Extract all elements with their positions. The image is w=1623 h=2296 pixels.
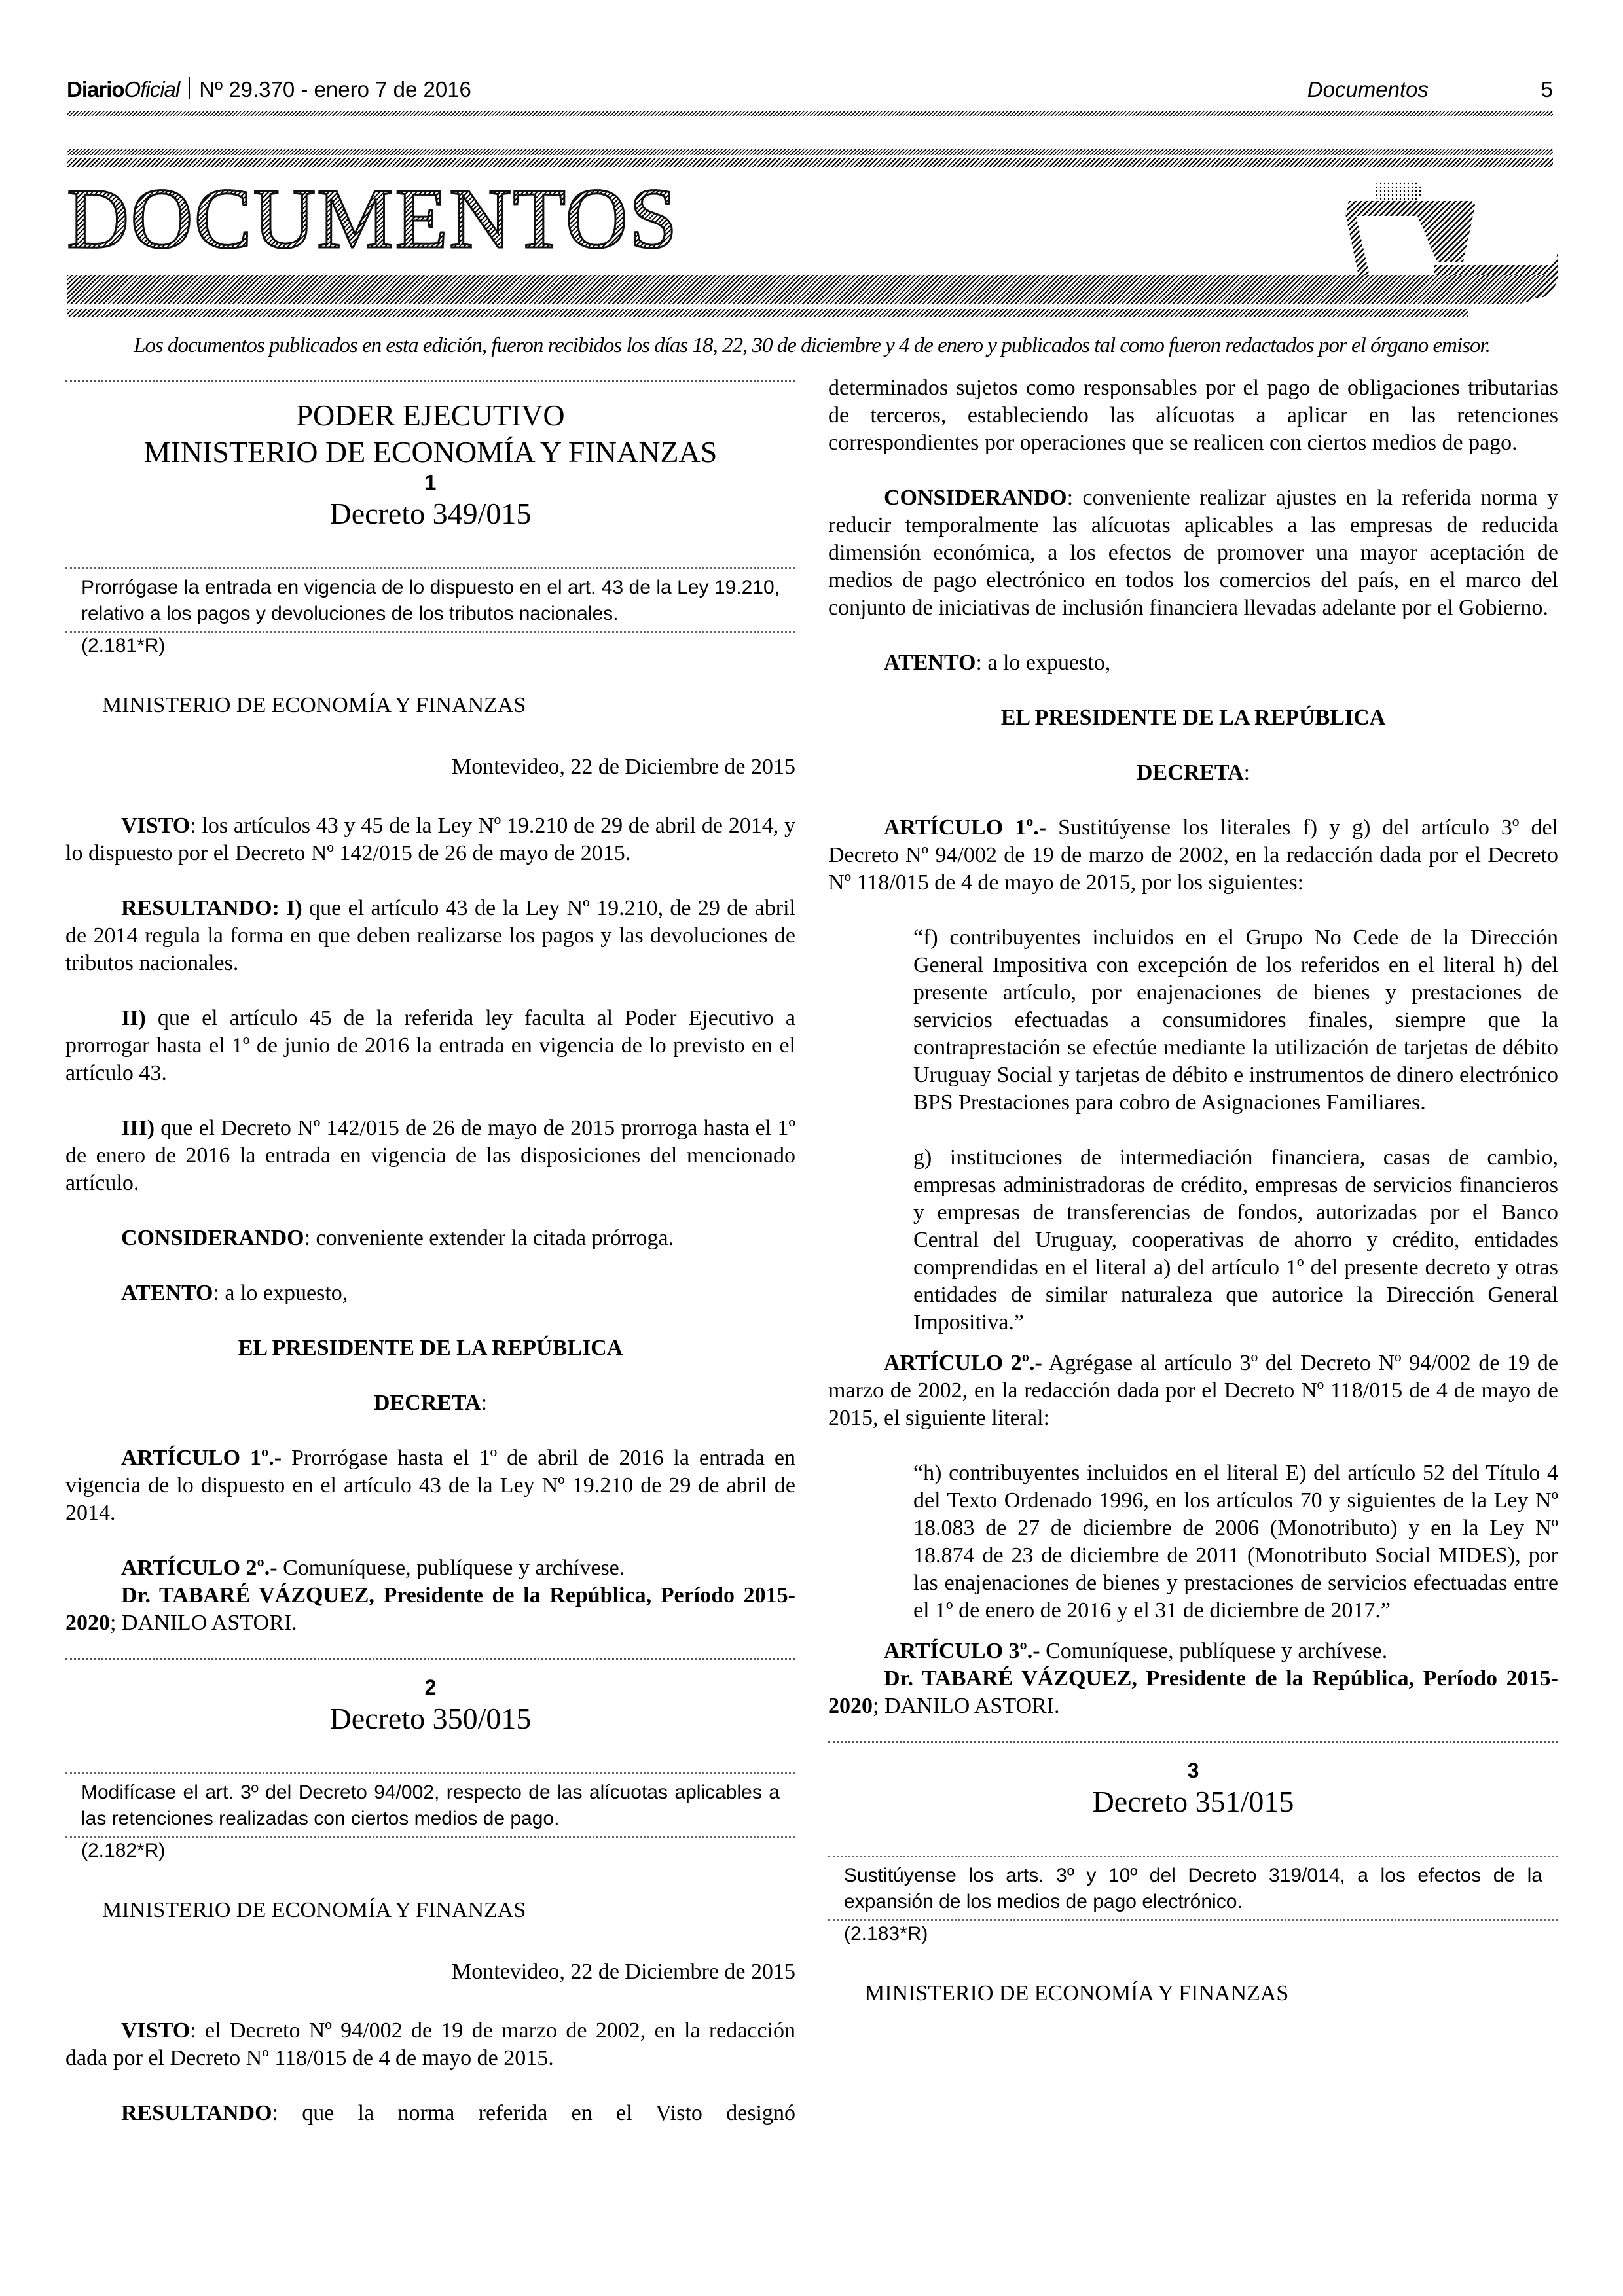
considerando-paragraph: CONSIDERANDO: conveniente extender la citada prórroga. xyxy=(121,1226,674,1250)
atento-paragraph: ATENTO: a lo expuesto, xyxy=(121,1281,348,1305)
decree-summary: Modifícase el art. 3º del Decreto 94/002, respecto de las alícuotas aplicables a las retenciones realizadas con ciertos medios de pago. xyxy=(65,1772,795,1838)
page-number: 5 xyxy=(1541,77,1553,101)
considerando-paragraph: CONSIDERANDO: conveniente realizar ajustes en la referida norma y reducir temporalmente las alícuotas aplicables a las empresas de reducida dimensión económica, a los efectos de promover una mayor aceptación de medios de pago electrónico en todos los comercios del país, en el marco del conjunto de iniciativas de inclusión financiera llevadas adelante por el Gobierno. xyxy=(828,486,1558,620)
decree-date: Montevideo, 22 de Diciembre de 2015 xyxy=(452,1960,795,1984)
divider xyxy=(65,380,795,382)
decree-number: 1 xyxy=(424,471,437,494)
president-heading: EL PRESIDENTE DE LA REPÚBLICA xyxy=(1000,706,1386,730)
section-line-1: PODER EJECUTIVO xyxy=(296,399,565,432)
divider xyxy=(65,1658,795,1660)
decree-number: 2 xyxy=(424,1676,437,1699)
decree-summary: Sustitúyense los arts. 3º y 10º del Decreto 319/014, a los efectos de la expansión de los medios de pago electrónico. xyxy=(828,1856,1558,1921)
masthead-bar-bottom-2 xyxy=(67,309,1468,317)
literal-f: “f) contribuyentes incluidos en el Grupo No Cede de la Dirección General Impositiva con excepción de los referidos en el literal h) del presente artículo, por enajenaciones de bienes y prestaciones de servicios efectuadas a consumidores finales, siempre que la contraprestación se efectúe mediante la utilización de tarjetas de débito Uruguay Social y tarjetas de débito e instrumentos de dinero electrónico BPS Prestaciones para cobro de Asignaciones Familiares. xyxy=(913,925,1558,1115)
section-name: Documentos xyxy=(1307,77,1429,101)
resultando-paragraph-cont: determinados sujetos como responsables por el pago de obligaciones tributarias de terceros, estableciendo las alícuotas a aplicar en las retenciones correspondientes por operaciones que se realicen con ciertos medios de pago. xyxy=(828,376,1558,455)
atento-paragraph: ATENTO: a lo expuesto, xyxy=(884,651,1111,675)
decreta-heading: DECRETA: xyxy=(1136,761,1250,785)
visto-paragraph: VISTO: los artículos 43 y 45 de la Ley Nº 19.210 de 29 de abril de 2014, y lo dispuesto por el Decreto Nº 142/015 de 26 de mayo de 2015. xyxy=(65,814,795,865)
section-line-2: MINISTERIO DE ECONOMÍA Y FINANZAS xyxy=(143,435,718,469)
masthead-title: DOCUMENTOS xyxy=(67,170,679,266)
header-separator xyxy=(189,77,190,99)
signature: Dr. TABARÉ VÁZQUEZ, Presidente de la República, Período 2015-2020; DANILO ASTORI. xyxy=(828,1666,1558,1718)
decree-number: 3 xyxy=(1187,1759,1199,1782)
decree-title: Decreto 350/015 xyxy=(329,1702,532,1735)
decree-ref: (2.181*R) xyxy=(81,635,166,656)
resultando-ii-paragraph: II) que el artículo 45 de la referida ley faculta al Poder Ejecutivo a prorrogar hasta el 1º de junio de 2016 la entrada en vigencia de lo previsto en el artículo 43. xyxy=(65,1006,795,1085)
ministry-label: MINISTERIO DE ECONOMÍA Y FINANZAS xyxy=(865,1981,1289,2005)
running-header xyxy=(67,77,1553,106)
article-3: ARTÍCULO 3º.- Comuníquese, publíquese y archívese. xyxy=(884,1639,1388,1663)
decree-summary: Prorrógase la entrada en vigencia de lo dispuesto en el art. 43 de la Ley 19.210, relativo a los pagos y devoluciones de los tributos nacionales. xyxy=(65,567,795,633)
signature: Dr. TABARÉ VÁZQUEZ, Presidente de la República, Período 2015-2020; DANILO ASTORI. xyxy=(65,1583,795,1635)
decreta-heading: DECRETA: xyxy=(373,1391,488,1415)
article-1: ARTÍCULO 1º.- Prorrógase hasta el 1º de abril de 2016 la entrada en vigencia de lo dispuesto en el artículo 43 de la Ley Nº 19.210 de 29 de abril de 2014. xyxy=(65,1446,795,1525)
masthead-bar-top xyxy=(67,149,1553,155)
masthead-bar-bottom xyxy=(67,275,1546,304)
brand-diario: Diario xyxy=(67,77,124,101)
masthead-bar-top-2 xyxy=(67,158,1553,167)
resultando-i-paragraph: RESULTANDO: I) que el artículo 43 de la Ley Nº 19.210, de 29 de abril de 2014 regula la forma en que deben realizarse los pagos y las devoluciones de tributos nacionales. xyxy=(65,896,795,975)
article-1: ARTÍCULO 1º.- Sustitúyense los literales f) y g) del artículo 3º del Decreto Nº 94/002 de 19 de marzo de 2002, en la redacción dada por el Decreto Nº 118/015 de 4 de mayo de 2015, por los siguientes: xyxy=(828,816,1558,895)
article-2: ARTÍCULO 2º.- Comuníquese, publíquese y archívese. xyxy=(121,1556,625,1580)
header-rule xyxy=(67,111,1553,116)
visto-paragraph: VISTO: el Decreto Nº 94/002 de 19 de marzo de 2002, en la redacción dada por el Decreto Nº 118/015 de 4 de mayo de 2015. xyxy=(65,2018,795,2070)
literal-g: g) instituciones de intermediación financiera, casas de cambio, empresas administradoras de crédito, empresas de servicios financieros y empresas de transferencias de fondos, autorizadas por el Banco Central del Uruguay, cooperativas de ahorro y crédito, entidades comprendidas en el literal a) del artículo 1º del presente decreto y otras entidades de similar naturaleza que autorice la Dirección General Impositiva.” xyxy=(913,1145,1558,1335)
article-2: ARTÍCULO 2º.- Agrégase al artículo 3º del Decreto Nº 94/002 de 19 de marzo de 2002, en la redacción dada por el Decreto Nº 118/015 de 4 de mayo de 2015, el siguiente literal: xyxy=(828,1351,1559,1430)
divider xyxy=(828,1741,1558,1743)
resultando-iii-paragraph: III) que el Decreto Nº 142/015 de 26 de mayo de 2015 prorroga hasta el 1º de enero de 2016 la entrada en vigencia de las disposiciones del mencionado artículo. xyxy=(65,1116,795,1195)
literal-h: “h) contribuyentes incluidos en el literal E) del artículo 52 del Título 4 del Texto Ordenado 1996, en los artículos 70 y siguientes de la Ley Nº 18.083 de 27 de diciembre de 2006 (Monotributo) y en la Ley Nº 18.874 de 23 de diciembre de 2011 (Monotributo Social MIDES), por las enajenaciones de bienes y prestaciones de servicios efectuadas entre el 1º de enero de 2016 y el 31 de diciembre de 2017.” xyxy=(913,1461,1558,1623)
decree-ref: (2.183*R) xyxy=(844,1923,928,1945)
ministry-label: MINISTERIO DE ECONOMÍA Y FINANZAS xyxy=(102,693,526,717)
ministry-label: MINISTERIO DE ECONOMÍA Y FINANZAS xyxy=(102,1898,526,1922)
president-heading: EL PRESIDENTE DE LA REPÚBLICA xyxy=(238,1336,623,1360)
decree-title: Decreto 349/015 xyxy=(329,497,532,530)
column-right xyxy=(828,374,1558,2043)
decree-date: Montevideo, 22 de Diciembre de 2015 xyxy=(452,755,795,779)
masthead-intro: Los documentos publicados en esta edición, fueron recibidos los días 18, 22, 30 de diciembre y 4 de enero y publicados tal como fueron redactados por el órgano emisor. xyxy=(134,334,1490,357)
decree-ref: (2.182*R) xyxy=(81,1840,166,1861)
resultando-paragraph-start: RESULTANDO: que la norma referida en el Visto designó xyxy=(121,2101,795,2125)
decree-title: Decreto 351/015 xyxy=(1092,1785,1294,1818)
brand-oficial: Oficial xyxy=(124,77,180,101)
issue-info: Nº 29.370 - enero 7 de 2016 xyxy=(199,77,471,101)
column-left xyxy=(65,380,795,2155)
